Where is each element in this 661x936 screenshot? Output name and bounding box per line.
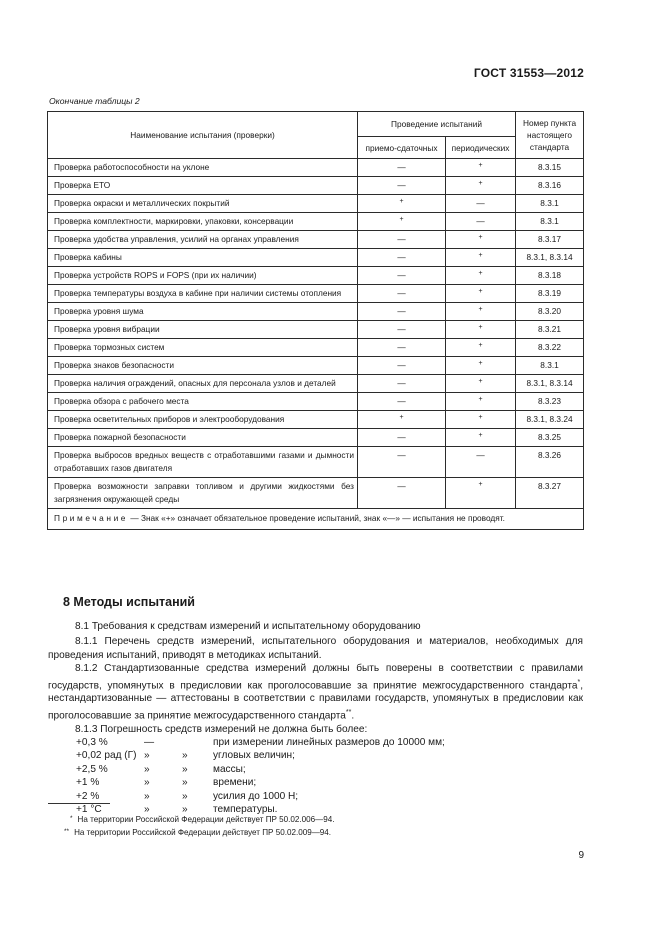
clause-number-cell: 8.3.1 <box>516 195 584 213</box>
acceptance-mark-cell: + <box>358 213 446 231</box>
acceptance-mark-cell: — <box>358 478 446 509</box>
p812-part3: . <box>351 710 355 722</box>
periodic-mark-cell: + <box>446 429 516 447</box>
footnote-text-1: На территории Российской Федерации действует ПР 50.02.006—94. <box>77 815 335 824</box>
clause-number-cell: 8.3.21 <box>516 321 584 339</box>
clause-number-cell: 8.3.19 <box>516 285 584 303</box>
limit-value: +0,02 рад (Г) <box>76 750 137 762</box>
clause-number-cell: 8.3.17 <box>516 231 584 249</box>
clause-number-cell: 8.3.1, 8.3.14 <box>516 375 584 393</box>
acceptance-mark-cell: — <box>358 393 446 411</box>
ditto-mark: — <box>144 736 155 748</box>
acceptance-mark-cell: — <box>358 321 446 339</box>
periodic-mark-cell: — <box>446 195 516 213</box>
limit-item <box>76 749 583 762</box>
limit-value: +0,3 % <box>76 736 108 748</box>
table-row <box>48 357 584 375</box>
clause-number-cell: 8.3.26 <box>516 447 584 478</box>
acceptance-mark-cell: — <box>358 375 446 393</box>
table-row <box>48 195 584 213</box>
clause-number-cell: 8.3.1, 8.3.24 <box>516 411 584 429</box>
page-number: 9 <box>578 850 584 861</box>
paragraph-8-1-2 <box>48 662 583 722</box>
footnote-1 <box>70 815 335 824</box>
table-row <box>48 321 584 339</box>
limit-value: +2 % <box>76 790 100 802</box>
limit-value: +1 % <box>76 777 100 789</box>
table-row <box>48 159 584 177</box>
limit-item <box>76 763 583 776</box>
test-name-cell: Проверка работоспособности на уклоне <box>48 159 358 177</box>
ditto-mark: » <box>182 750 188 762</box>
periodic-mark-cell: + <box>446 249 516 267</box>
test-name-cell: Проверка наличия ограждений, опасных для персонала узлов и деталей <box>48 375 358 393</box>
ditto-mark: » <box>144 763 150 775</box>
periodic-mark-cell: + <box>446 159 516 177</box>
periodic-mark-cell: + <box>446 375 516 393</box>
ditto-mark: » <box>144 750 150 762</box>
test-name-cell: Проверка тормозных систем <box>48 339 358 357</box>
test-name-cell: Проверка кабины <box>48 249 358 267</box>
clause-number-cell: 8.3.22 <box>516 339 584 357</box>
ditto-mark <box>182 736 213 749</box>
acceptance-mark-cell: + <box>358 411 446 429</box>
footnote-ref-2[interactable]: ** <box>345 708 352 716</box>
periodic-mark-cell: — <box>446 447 516 478</box>
table-row <box>48 213 584 231</box>
clause-number-cell: 8.3.15 <box>516 159 584 177</box>
table-row <box>48 411 584 429</box>
clause-number-cell: 8.3.18 <box>516 267 584 285</box>
table-row <box>48 375 584 393</box>
paragraph-8-1-3: 8.1.3 Погрешность средств измерений не должна быть более: <box>75 723 368 735</box>
test-name-cell: Проверка устройств ROPS и FOPS (при их наличии) <box>48 267 358 285</box>
ditto-mark: » <box>182 803 188 815</box>
ditto-mark: » <box>144 803 150 815</box>
periodic-mark-cell: + <box>446 357 516 375</box>
test-name-cell: Проверка удобства управления, усилий на органах управления <box>48 231 358 249</box>
test-name-cell: Проверка возможности заправки топливом и другими жидкостями без загрязнения окружающей среды <box>48 478 358 509</box>
periodic-mark-cell: + <box>446 321 516 339</box>
test-name-cell: Проверка пожарной безопасности <box>48 429 358 447</box>
table-row <box>48 267 584 285</box>
limit-item <box>76 776 583 789</box>
clause-number-cell: 8.3.20 <box>516 303 584 321</box>
table-body <box>48 159 584 509</box>
clause-number-cell: 8.3.1, 8.3.14 <box>516 249 584 267</box>
footnote-mark-1: * <box>70 815 73 822</box>
test-name-cell: Проверка ЕТО <box>48 177 358 195</box>
col-header-periodic: периодических <box>446 137 516 159</box>
test-name-cell: Проверка окраски и металлических покрытий <box>48 195 358 213</box>
footnote-ref-1[interactable]: * <box>577 678 581 686</box>
col-header-acceptance: приемо-сдаточных <box>358 137 446 159</box>
acceptance-mark-cell: — <box>358 267 446 285</box>
footnote-text-2: На территории Российской Федерации действует ПР 50.02.009—94. <box>74 828 332 837</box>
periodic-mark-cell: + <box>446 177 516 195</box>
table-row <box>48 393 584 411</box>
tests-table <box>47 111 584 530</box>
periodic-mark-cell: + <box>446 393 516 411</box>
periodic-mark-cell: + <box>446 478 516 509</box>
accuracy-limits-list <box>76 736 583 816</box>
test-name-cell: Проверка выбросов вредных веществ с отработавшими газами и дымности отработавших газов двигателя <box>48 447 358 478</box>
col-header-group: Проведение испытаний <box>358 112 516 137</box>
limit-text: массы; <box>213 763 246 775</box>
limit-text: при измерении линейных размеров до 10000 мм; <box>213 736 445 748</box>
test-name-cell: Проверка температуры воздуха в кабине при наличии системы отопления <box>48 285 358 303</box>
footnote-2 <box>64 828 331 837</box>
col-header-name: Наименование испытания (проверки) <box>48 112 358 159</box>
table-row <box>48 177 584 195</box>
footnote-mark-2: ** <box>64 828 70 835</box>
table-note <box>48 509 584 530</box>
ditto-mark: » <box>144 777 150 789</box>
paragraph-8-1: 8.1 Требования к средствам измерений и испытательному оборудованию <box>75 621 421 632</box>
acceptance-mark-cell: + <box>358 195 446 213</box>
acceptance-mark-cell: — <box>358 447 446 478</box>
ditto-mark: » <box>144 790 150 802</box>
test-name-cell: Проверка осветительных приборов и электрооборудования <box>48 411 358 429</box>
acceptance-mark-cell: — <box>358 303 446 321</box>
table-row <box>48 429 584 447</box>
footnote-divider <box>48 803 110 804</box>
p812-part1: 8.1.2 Стандартизованные средства измерений должны быть поверены в соответствии с правилами государств, упомянутых в предисловии как проголосовавшие за принятие межгосударственного стандарта <box>48 663 583 691</box>
p812-part2: , нестандартизованные — аттестованы в соответствии с правилами государств, упомянутых в предисловии как проголосовавшие за принятие межгосударственного стандарта <box>48 679 583 722</box>
periodic-mark-cell: + <box>446 267 516 285</box>
periodic-mark-cell: — <box>446 213 516 231</box>
acceptance-mark-cell: — <box>358 231 446 249</box>
limit-text: усилия до 1000 Н; <box>213 790 299 802</box>
limit-text: угловых величин; <box>213 750 295 762</box>
periodic-mark-cell: + <box>446 231 516 249</box>
test-name-cell: Проверка уровня вибрации <box>48 321 358 339</box>
note-label: Примечание <box>54 513 129 523</box>
clause-number-cell: 8.3.16 <box>516 177 584 195</box>
acceptance-mark-cell: — <box>358 429 446 447</box>
acceptance-mark-cell: — <box>358 357 446 375</box>
periodic-mark-cell: + <box>446 303 516 321</box>
acceptance-mark-cell: — <box>358 159 446 177</box>
note-text: — Знак «+» означает обязательное проведение испытаний, знак «—» — испытания не проводят. <box>130 513 505 523</box>
limit-item <box>76 736 583 749</box>
table-row <box>48 303 584 321</box>
test-name-cell: Проверка уровня шума <box>48 303 358 321</box>
acceptance-mark-cell: — <box>358 177 446 195</box>
section-body <box>48 620 583 816</box>
acceptance-mark-cell: — <box>358 249 446 267</box>
limit-text: времени; <box>213 777 257 789</box>
paragraph-8-1-1: 8.1.1 Перечень средств измерений, испытательного оборудования и материалов, необходимых для проведения испытаний, приводят в методиках испытаний. <box>48 636 583 661</box>
clause-number-cell: 8.3.23 <box>516 393 584 411</box>
test-name-cell: Проверка знаков безопасности <box>48 357 358 375</box>
col-header-clause: Номер пункта настоящего стандарта <box>516 112 584 159</box>
clause-number-cell: 8.3.1 <box>516 213 584 231</box>
table-row <box>48 447 584 478</box>
periodic-mark-cell: + <box>446 339 516 357</box>
test-name-cell: Проверка обзора с рабочего места <box>48 393 358 411</box>
document-code: ГОСТ 31553—2012 <box>473 66 584 80</box>
table-row <box>48 478 584 509</box>
limit-item <box>76 790 583 803</box>
ditto-mark: » <box>182 763 188 775</box>
limit-text: температуры. <box>213 803 278 815</box>
clause-number-cell: 8.3.1 <box>516 357 584 375</box>
periodic-mark-cell: + <box>446 411 516 429</box>
table-row <box>48 339 584 357</box>
test-name-cell: Проверка комплектности, маркировки, упаковки, консервации <box>48 213 358 231</box>
clause-number-cell: 8.3.27 <box>516 478 584 509</box>
ditto-mark: » <box>182 777 188 789</box>
limit-value: +2,5 % <box>76 763 108 775</box>
acceptance-mark-cell: — <box>358 285 446 303</box>
table-row <box>48 231 584 249</box>
ditto-mark: » <box>182 790 188 802</box>
acceptance-mark-cell: — <box>358 339 446 357</box>
table-caption: Окончание таблицы 2 <box>49 96 140 106</box>
section-title: 8 Методы испытаний <box>63 595 195 609</box>
limit-value: +1 °С <box>76 803 102 815</box>
clause-number-cell: 8.3.25 <box>516 429 584 447</box>
table-row <box>48 249 584 267</box>
periodic-mark-cell: + <box>446 285 516 303</box>
table-row <box>48 285 584 303</box>
